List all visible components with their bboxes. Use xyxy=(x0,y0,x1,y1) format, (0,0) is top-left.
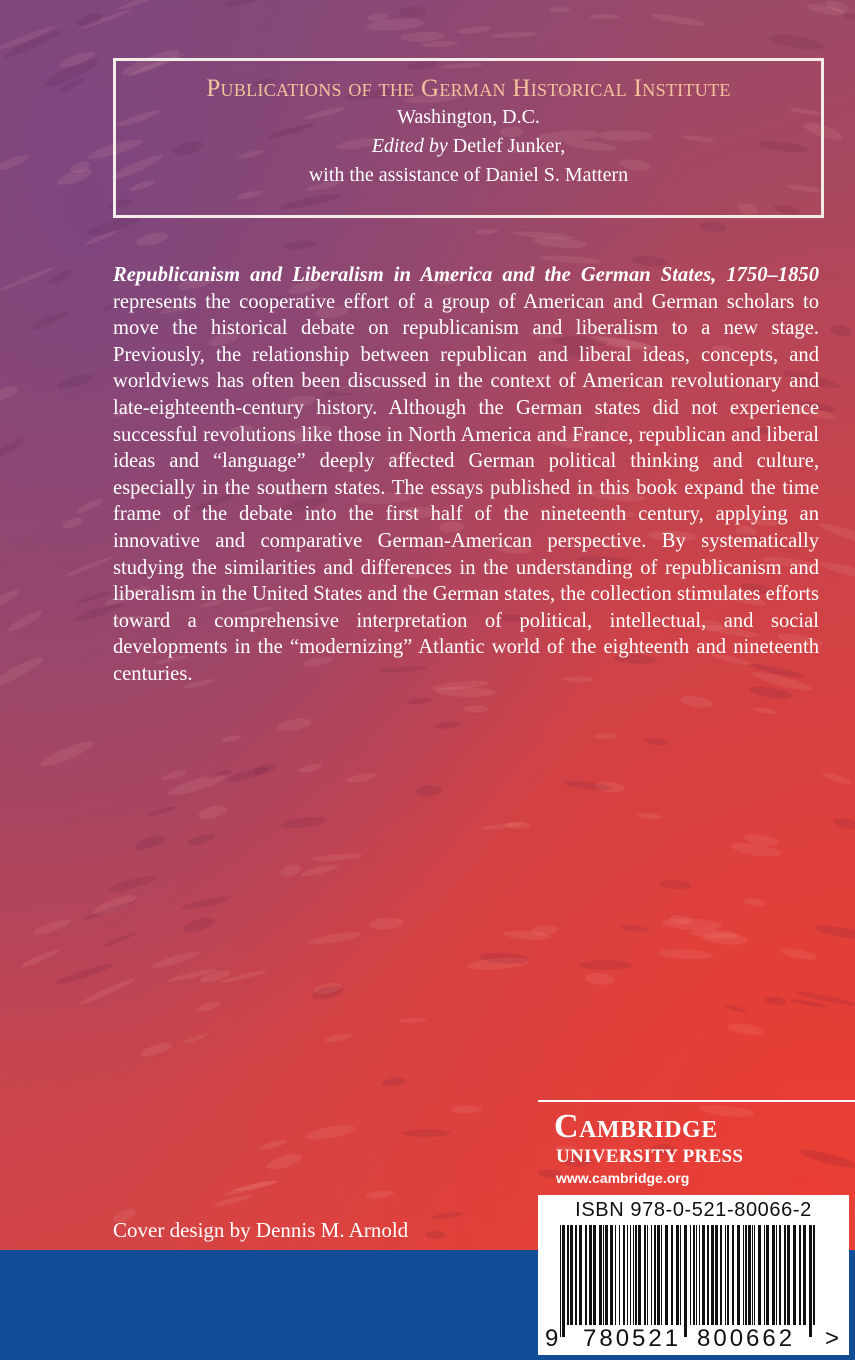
barcode-bar xyxy=(764,1225,765,1325)
texture-streak xyxy=(490,31,537,39)
texture-streak xyxy=(651,12,705,28)
cover-design-credit: Cover design by Dennis M. Arnold xyxy=(113,1218,409,1242)
texture-streak xyxy=(463,705,488,712)
texture-streak xyxy=(431,1211,464,1220)
barcode-bar xyxy=(585,1225,587,1325)
texture-streak xyxy=(763,995,787,1006)
texture-streak xyxy=(752,706,776,716)
texture-streak xyxy=(768,32,826,53)
texture-streak xyxy=(310,852,363,862)
texture-streak xyxy=(814,923,855,943)
barcode-bar xyxy=(702,1225,705,1325)
series-editor-line xyxy=(116,132,821,161)
texture-streak xyxy=(181,895,229,912)
texture-streak xyxy=(265,1151,304,1172)
barcode-bar xyxy=(562,1225,565,1337)
texture-streak xyxy=(818,559,855,582)
texture-streak xyxy=(451,1105,482,1114)
texture-streak xyxy=(47,268,75,287)
barcode-bar xyxy=(619,1225,620,1325)
barcode-bar xyxy=(651,1225,652,1325)
edited-by-label: Edited by xyxy=(371,135,448,157)
barcode-bar xyxy=(748,1225,751,1325)
barcode-bar xyxy=(603,1225,604,1325)
texture-streak xyxy=(0,384,19,406)
barcode-bar xyxy=(647,1225,648,1325)
barcode-digit-first: 9 xyxy=(545,1325,559,1352)
texture-streak xyxy=(222,0,263,10)
series-assistance: with the assistance of Daniel S. Mattern xyxy=(308,164,629,186)
texture-streak xyxy=(0,587,21,612)
texture-streak xyxy=(187,832,215,847)
texture-streak xyxy=(106,873,157,895)
texture-streak xyxy=(425,1231,446,1239)
texture-streak xyxy=(643,737,670,746)
texture-streak xyxy=(589,14,620,20)
isbn-barcode xyxy=(538,1195,849,1355)
texture-streak xyxy=(0,435,28,464)
texture-streak xyxy=(280,815,326,830)
texture-streak xyxy=(620,924,650,932)
barcode-bar xyxy=(589,1225,592,1325)
barcode-bar xyxy=(560,1225,561,1337)
texture-streak xyxy=(594,733,617,739)
barcode-bar xyxy=(644,1225,646,1325)
publisher-url: www.cambridge.org xyxy=(556,1170,690,1186)
texture-streak xyxy=(817,520,855,547)
barcode-bar xyxy=(633,1225,634,1325)
texture-streak xyxy=(307,930,362,947)
texture-streak xyxy=(118,0,164,11)
barcode-bar xyxy=(754,1225,755,1325)
barcode-bar xyxy=(727,1225,729,1325)
texture-streak xyxy=(300,862,339,878)
texture-streak xyxy=(398,1018,427,1024)
texture-streak xyxy=(19,948,60,970)
barcode-bar xyxy=(699,1225,700,1325)
texture-streak xyxy=(0,152,30,172)
texture-streak xyxy=(75,496,105,515)
texture-streak xyxy=(279,862,302,878)
texture-streak xyxy=(636,812,662,820)
texture-streak xyxy=(282,239,317,251)
texture-streak xyxy=(305,1123,357,1143)
texture-streak xyxy=(381,1077,407,1088)
texture-streak xyxy=(580,960,632,970)
barcode-bar xyxy=(745,1225,747,1325)
series-editor: Detlef Junker, xyxy=(452,135,566,157)
publisher-subtitle: UNIVERSITY PRESS xyxy=(556,1146,744,1167)
barcode-bar xyxy=(803,1225,806,1325)
texture-streak xyxy=(743,897,766,908)
texture-streak xyxy=(213,1193,253,1208)
texture-streak xyxy=(368,916,404,930)
barcode-bar xyxy=(766,1225,769,1325)
barcode-bar xyxy=(680,1225,681,1325)
texture-streak xyxy=(779,946,818,961)
barcode-bar xyxy=(570,1225,573,1325)
barcode-bar xyxy=(787,1225,790,1325)
series-city: Washington, D.C. xyxy=(397,106,540,128)
barcode-bar xyxy=(715,1225,718,1325)
barcode-bar xyxy=(743,1225,744,1325)
texture-streak xyxy=(276,716,312,733)
barcode-bar xyxy=(707,1225,709,1325)
texture-streak xyxy=(407,697,432,706)
texture-streak xyxy=(135,230,169,249)
barcode-bar xyxy=(579,1225,582,1325)
barcode-bar xyxy=(615,1225,616,1325)
barcode-bar xyxy=(610,1225,613,1325)
barcode-bar xyxy=(690,1225,691,1325)
barcode-bar xyxy=(732,1225,734,1325)
barcode-bar xyxy=(793,1225,796,1325)
texture-streak xyxy=(421,40,458,47)
barcode-bar xyxy=(813,1225,815,1325)
barcode-bar xyxy=(567,1225,569,1325)
texture-streak xyxy=(223,1178,276,1196)
texture-streak xyxy=(38,737,95,770)
barcode-bar xyxy=(623,1225,625,1325)
barcode-bar xyxy=(627,1225,628,1325)
texture-streak xyxy=(55,371,95,391)
texture-streak xyxy=(821,771,852,787)
barcode-bar xyxy=(779,1225,781,1325)
texture-streak xyxy=(0,265,55,292)
barcode-bar xyxy=(661,1225,662,1325)
barcode-bar xyxy=(638,1225,641,1325)
texture-streak xyxy=(140,1040,174,1059)
publisher-name: Cambridge xyxy=(554,1108,718,1145)
texture-streak xyxy=(365,1189,394,1200)
texture-streak xyxy=(259,1138,288,1152)
texture-streak xyxy=(680,694,714,710)
barcode-bar xyxy=(784,1225,786,1325)
texture-streak xyxy=(506,822,531,829)
barcode-bar xyxy=(720,1225,722,1325)
barcode-bar xyxy=(657,1225,660,1325)
barcode-bar xyxy=(758,1225,761,1325)
texture-streak xyxy=(55,961,115,986)
book-title: Republicanism and Liberalism in America and the German States, 1750–1850 xyxy=(113,264,819,286)
texture-streak xyxy=(549,7,570,13)
barcode-bar xyxy=(605,1225,608,1325)
barcode-bar xyxy=(772,1225,775,1325)
texture-streak xyxy=(183,1032,210,1045)
texture-streak xyxy=(843,12,855,23)
texture-streak xyxy=(298,762,323,774)
texture-streak xyxy=(0,653,46,689)
barcode-bar xyxy=(799,1225,801,1325)
texture-streak xyxy=(723,1003,747,1013)
texture-streak xyxy=(699,221,727,233)
barcode-bar xyxy=(696,1225,697,1325)
texture-streak xyxy=(434,686,495,697)
isbn-label: ISBN 978-0-521-80066-2 xyxy=(575,1199,812,1221)
texture-streak xyxy=(400,31,445,43)
barcode-digits-group1: 780521 xyxy=(583,1325,682,1352)
texture-streak xyxy=(28,309,70,333)
texture-streak xyxy=(161,768,187,782)
barcode-bar xyxy=(630,1225,631,1325)
texture-streak xyxy=(79,976,136,1007)
barcode-bar xyxy=(671,1225,673,1325)
texture-streak xyxy=(562,779,612,792)
texture-streak xyxy=(146,804,178,817)
barcode-bar xyxy=(809,1225,812,1337)
barcode-bar xyxy=(635,1225,637,1325)
barcode-bar xyxy=(725,1225,726,1325)
barcode-bar xyxy=(665,1225,668,1325)
texture-streak xyxy=(226,765,271,785)
series-title: Publications of the German Historical Institute xyxy=(206,75,731,102)
barcode-bar xyxy=(575,1225,577,1325)
texture-streak xyxy=(61,516,83,531)
texture-streak xyxy=(727,1021,765,1037)
texture-streak xyxy=(398,5,426,18)
texture-streak xyxy=(415,784,442,797)
texture-streak xyxy=(585,972,615,986)
barcode-bar xyxy=(711,1225,714,1325)
texture-streak xyxy=(151,949,200,971)
barcode-bar xyxy=(599,1225,602,1325)
texture-streak xyxy=(182,915,217,934)
barcode-bar xyxy=(684,1225,687,1337)
barcode-quiet-mark: > xyxy=(825,1325,840,1352)
texture-streak xyxy=(659,880,692,890)
texture-streak xyxy=(102,931,136,948)
texture-streak xyxy=(195,1000,222,1014)
description-text: represents the cooperative effort of a group of American and German scholars to move the historical debate on republicanism and liberalism to a new stage. Previously, the relationship between republican and liberal ideas, concepts, and worldviews has often been discussed in the context of American revolutionary and late-eighteenth-century history. Although the German states did not experience successful revolutions like those in North America and France, republican and liberal ideas and “language” deeply affected German political thinking and culture, especially in the southern states. The essays published in this book expand the time frame of the debate into the first half of the nineteenth century, applying an innovative and comparative German-American perspective. By systematically studying the similarities and differences in the understanding of republicanism and liberalism in the United States and the German states, the collection stimulates efforts toward a comprehensive interpretation of political, intellectual, and social developments in the “modernizing” Atlantic world of the eighteenth and nineteenth centuries. xyxy=(113,290,819,685)
barcode-bar xyxy=(676,1225,679,1325)
barcode-bar xyxy=(693,1225,695,1325)
texture-streak xyxy=(6,608,45,634)
texture-streak xyxy=(833,816,855,830)
barcode-bar xyxy=(752,1225,753,1325)
texture-streak xyxy=(829,324,853,339)
texture-streak xyxy=(133,832,168,853)
texture-streak xyxy=(324,1032,353,1044)
texture-streak xyxy=(32,917,73,938)
book-description xyxy=(113,262,819,688)
texture-streak xyxy=(658,948,713,960)
barcode-bar xyxy=(737,1225,740,1325)
texture-streak xyxy=(457,25,492,35)
texture-streak xyxy=(475,228,498,236)
texture-streak xyxy=(197,803,229,822)
series-header-box xyxy=(113,58,824,218)
texture-streak xyxy=(434,720,460,730)
barcode-bar xyxy=(593,1225,596,1325)
texture-streak xyxy=(63,555,114,579)
texture-streak xyxy=(402,1129,452,1137)
barcode-bar xyxy=(776,1225,777,1325)
texture-streak xyxy=(345,771,377,785)
barcode-digits-group2: 800662 xyxy=(697,1325,796,1352)
barcode-bar xyxy=(654,1225,656,1325)
texture-streak xyxy=(221,734,242,743)
publisher-logo xyxy=(538,1100,855,1198)
